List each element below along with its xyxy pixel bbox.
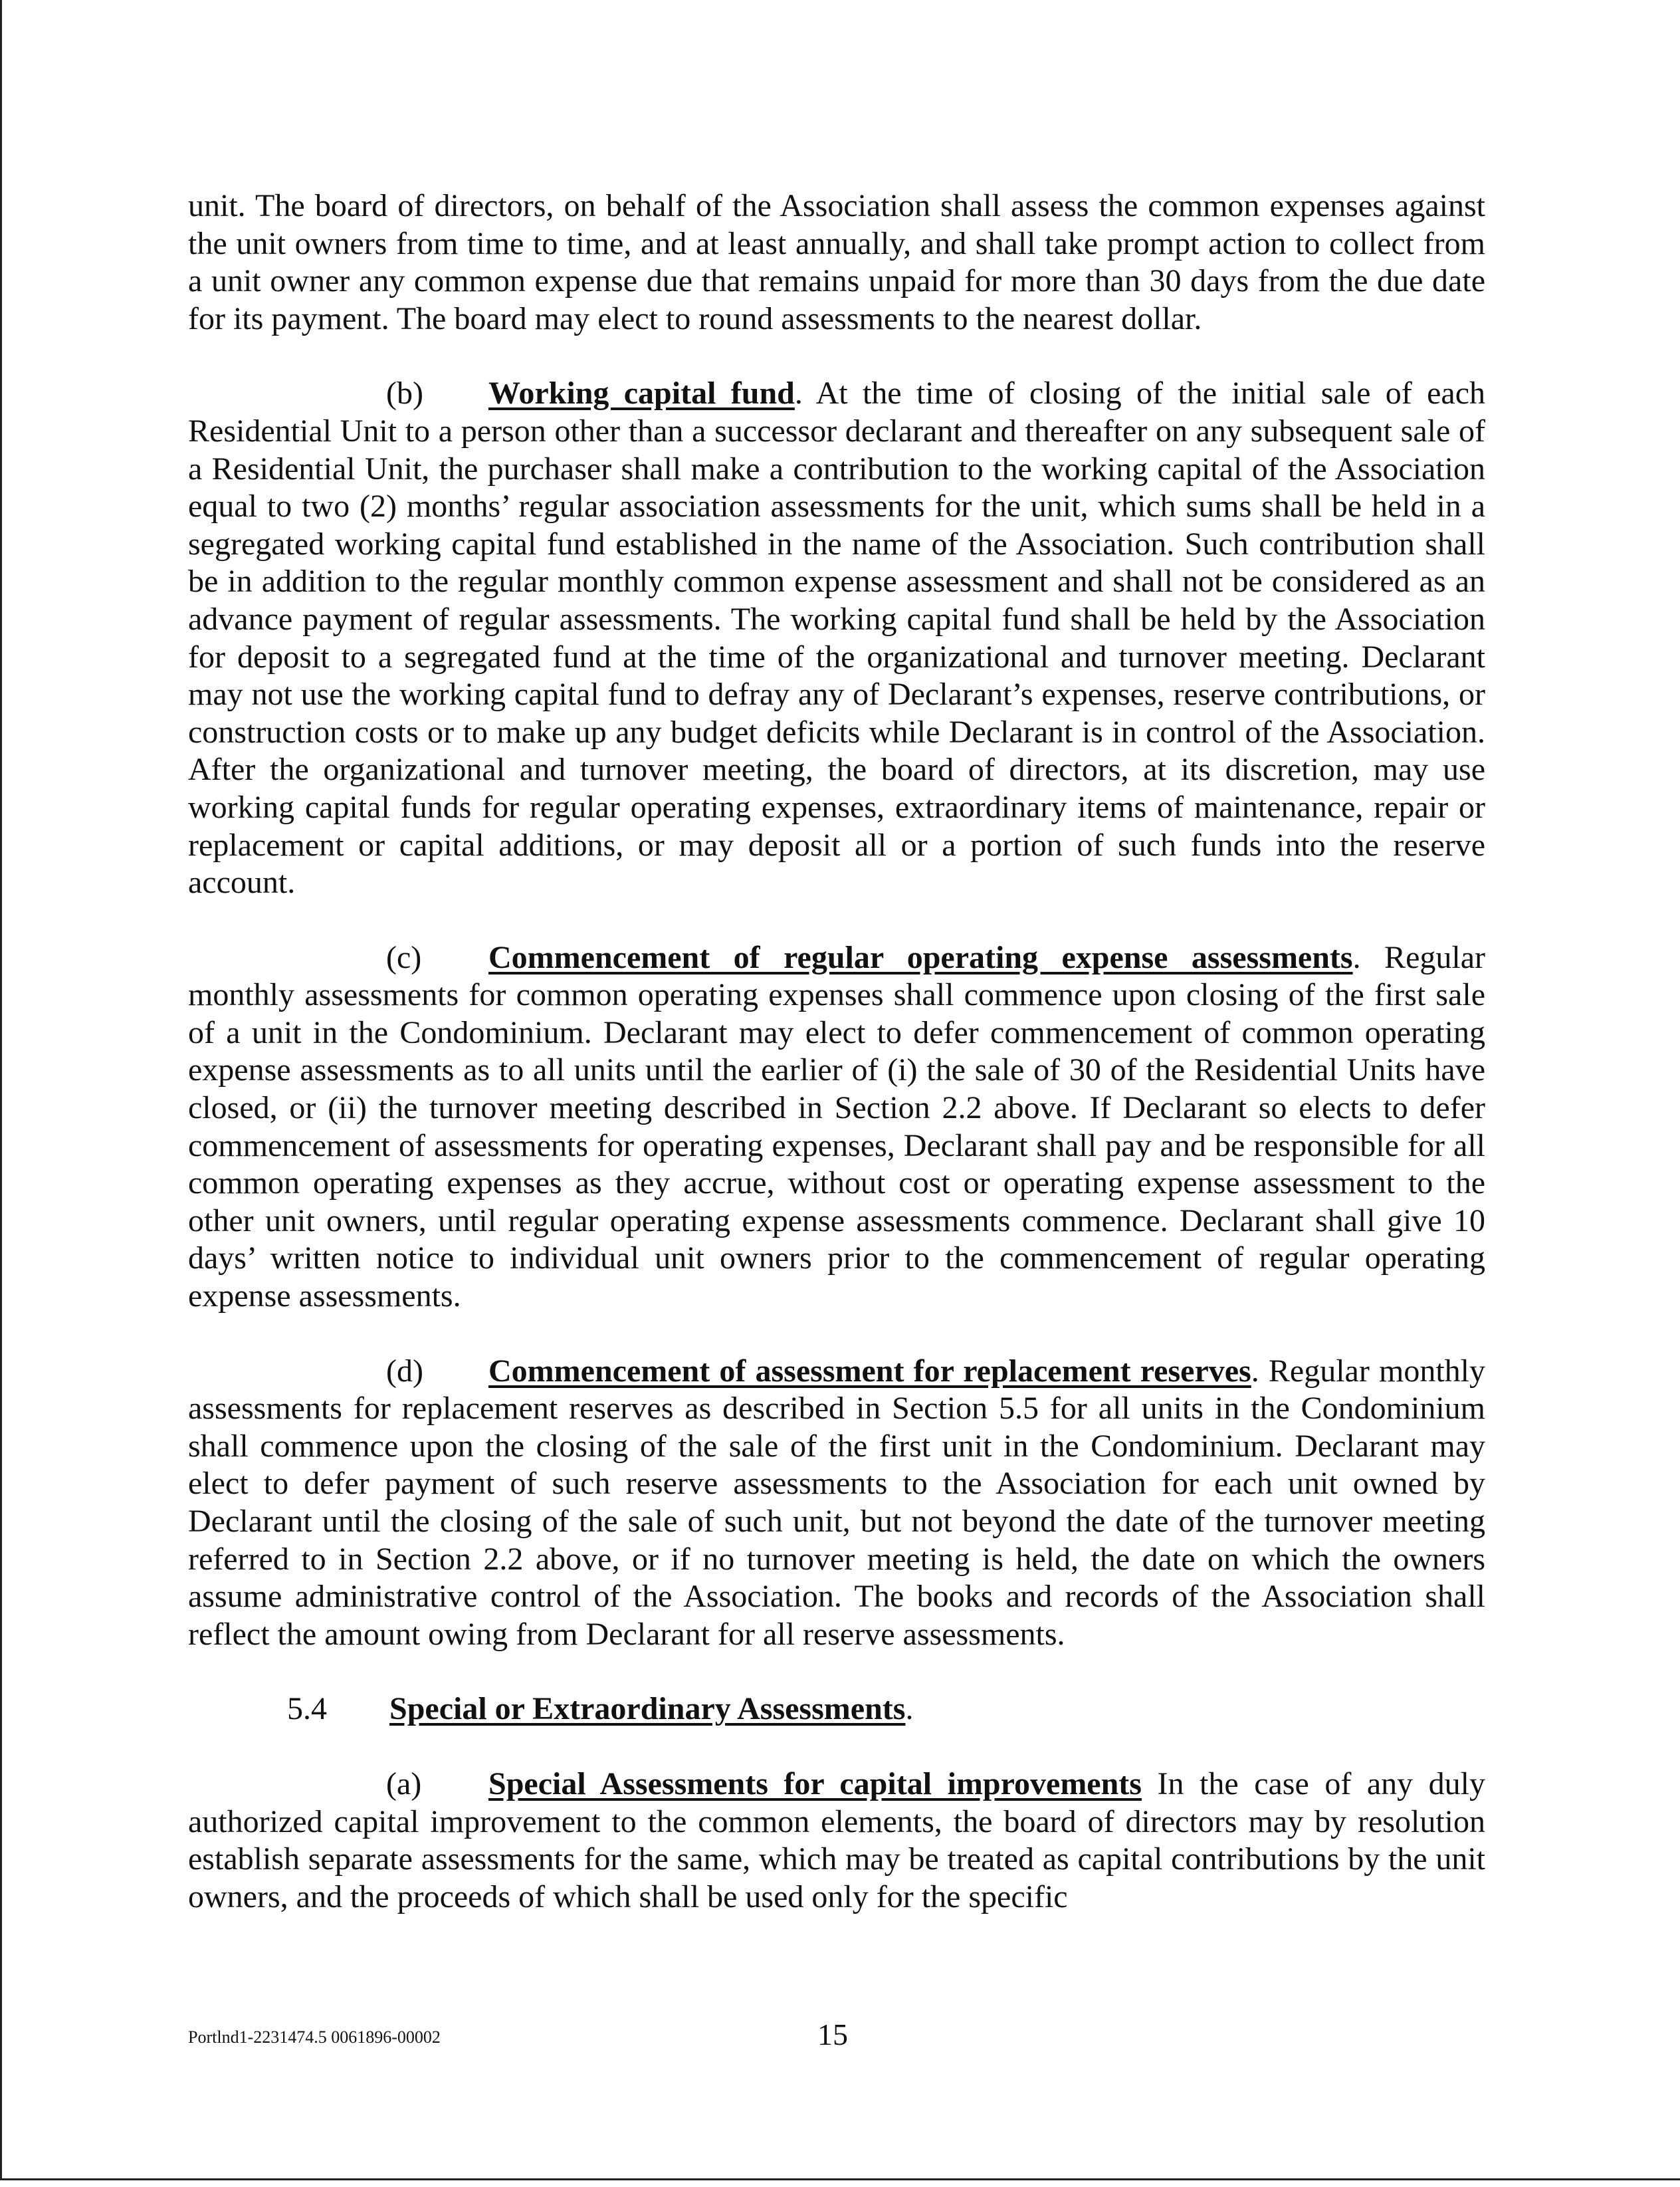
paragraph-a-label: (a) [386, 1766, 422, 1801]
paragraph-b-heading: Working capital fund [488, 376, 795, 411]
paragraph-b-label: (b) [386, 376, 423, 411]
paragraph-c-label: (c) [386, 939, 422, 975]
paragraph-c-heading: Commencement of regular operating expense assessments [488, 939, 1353, 975]
document-body [188, 187, 1485, 1916]
paragraph-b-text: At the time of closing of the initial sale of each Residential Unit to a person other than a successor declarant and thereafter on any subsequent sale of a Residential Unit, the purchaser shall make a contribution to the working capital of the Association equal to two (2) months’ regular association assessments for the unit, which sums shall be held in a segregated working capital fund established in the name of the Association. Such contribution shall be in addition to the regular monthly common expense assessment and shall not be considered as an advance payment of regular assessments. The working capital fund shall be held by the Association for deposit to a segregated fund at the time of the organizational and turnover meeting. Declarant may not use the working capital fund to defray any of Declarant’s expenses, reserve contributions, or construction costs or to make up any budget deficits while Declarant is in control of the Association. After the organizational and turnover meeting, the board of directors, at its discretion, may use working capital funds for regular operating expenses, extraordinary items of maintenance, repair or replacement or capital additions, or may deposit all or a portion of such funds into the reserve account. [188, 376, 1486, 901]
paragraph-a-text: In the case of any duly authorized capital improvement to the common elements, the board of directors may by resolution establish separate assessments for the same, which may be treated as capital contributions by the unit owners, and the proceeds of which shall be used only for the specific [188, 1766, 1485, 1914]
paragraph-c [188, 939, 1485, 1316]
paragraph-b-punct: . [794, 376, 803, 411]
section-punct: . [905, 1691, 914, 1727]
paragraph-b [188, 375, 1485, 901]
page-number: 15 [817, 2017, 848, 2051]
section-number: 5.4 [287, 1691, 327, 1727]
paragraph-d-text: Regular monthly assessments for replacement reserves as described in Section 5.5 for all units in the Condominium shall commence upon the closing of the sale of the first unit in the Condominium. Declarant may elect to defer payment of such reserve assessments to the Association for each unit owned by Declarant until the closing of the sale of such unit, but not beyond the date of the turnover meeting referred to in Section 2.2 above, or if no turnover meeting is held, the date on which the owners assume administrative control of the Association. The books and records of the Association shall reflect the amount owing from Declarant for all reserve assessments. [188, 1353, 1486, 1652]
paragraph-continuation: unit. The board of directors, on behalf of the Association shall assess the common expenses against the unit owners from time to time, and at least annually, and shall take prompt action to collect from a unit owner any common expense due that remains unpaid for more than 30 days from the due date for its payment. The board may elect to round assessments to the nearest dollar. [188, 188, 1485, 336]
paragraph-a-heading: Special Assessments for capital improvements [488, 1766, 1142, 1801]
paragraph-a [188, 1766, 1485, 1916]
paragraph-d-heading: Commencement of assessment for replacement reserves [488, 1353, 1251, 1389]
paragraph-c-punct: . [1352, 939, 1361, 975]
paragraph-c-text: Regular monthly assessments for common operating expenses shall commence upon closing of the first sale of a unit in the Condominium. Declarant may elect to defer commencement of common operating expense assessments as to all units until the earlier of (i) the sale of 30 of the Residential Units have closed, or (ii) the turnover meeting described in Section 2.2 above. If Declarant so elects to defer commencement of assessments for operating expenses, Declarant shall pay and be responsible for all common operating expenses as they accrue, without cost or operating expense assessment to the other unit owners, until regular operating expense assessments commence. Declarant shall give 10 days’ written notice to individual unit owners prior to the commencement of regular operating expense assessments. [188, 939, 1485, 1314]
paragraph-d-punct: . [1251, 1353, 1259, 1389]
paragraph-d [188, 1353, 1485, 1654]
footer-document-id: Portlnd1-2231474.5 0061896-00002 [188, 2027, 441, 2047]
section-5-4-heading [188, 1690, 1485, 1728]
section-title: Special or Extraordinary Assessments [389, 1691, 906, 1727]
paragraph-d-label: (d) [386, 1353, 423, 1389]
